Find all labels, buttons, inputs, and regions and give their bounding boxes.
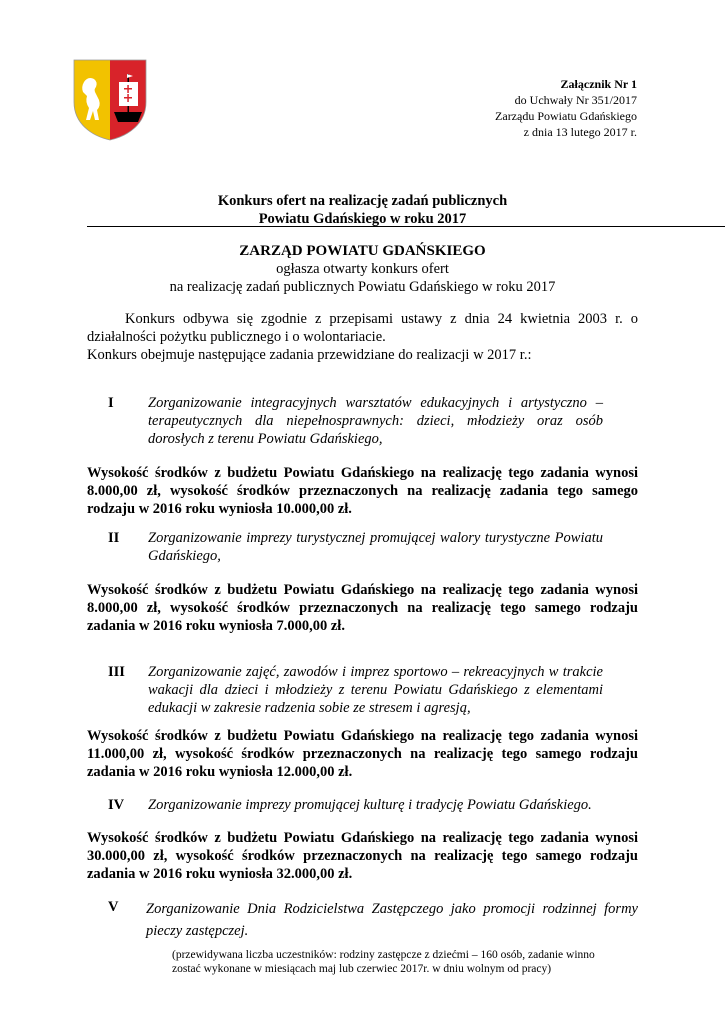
- annex-line-2: Zarządu Powiatu Gdańskiego: [495, 109, 637, 123]
- title-line-2: Powiatu Gdańskiego w roku 2017: [258, 211, 467, 227]
- board-heading: ZARZĄD POWIATU GDAŃSKIEGO: [239, 243, 486, 259]
- intro: [87, 310, 638, 364]
- task-description: Zorganizowanie imprezy turystycznej promującej walory turystyczne Powiatu Gdańskiego,: [148, 530, 603, 564]
- annex-line-3: z dnia 13 lutego 2017 r.: [523, 125, 637, 139]
- task-description: Zorganizowanie Dnia Rodzicielstwa Zastępczego jako promocji rodzinnej formy pieczy zastępczej.: [146, 901, 638, 939]
- task-item: [108, 898, 638, 938]
- task-item: [108, 529, 638, 565]
- board-line-1: ogłasza otwarty konkurs ofert: [276, 261, 449, 277]
- title-line-1: Konkurs ofert na realizację zadań publicznych: [217, 193, 508, 209]
- task-number: II: [108, 530, 120, 546]
- board-line-2: na realizację zadań publicznych Powiatu Gdańskiego w roku 2017: [169, 279, 556, 295]
- task-funding: Wysokość środków z budżetu Powiatu Gdańskiego na realizację tego zadania wynosi 30.000,00 zł, wysokość środków przeznaczonych na realizację tego samego rodzaju zadania w 2016 roku wyniosła 32.000,00 zł.: [87, 830, 638, 882]
- task-note: (przewidywana liczba uczestników: rodziny zastępcze z dziećmi – 160 osób, zadanie winno zostać wykonane w miesiącach maj lub czerwiec 2017r. w dniu wolnym od pracy): [172, 949, 595, 975]
- annex-title: Załącznik Nr 1: [560, 77, 637, 91]
- task-description: Zorganizowanie imprezy promującej kulturę i tradycję Powiatu Gdańskiego.: [148, 797, 592, 813]
- coat-of-arms-icon: [72, 58, 148, 142]
- task-item: [108, 663, 638, 717]
- intro-paragraph-1: Konkurs odbywa się zgodnie z przepisami ustawy z dnia 24 kwietnia 2003 r. o działalności pożytku publicznego i o wolontariacie.: [87, 311, 638, 345]
- task-number: I: [108, 395, 114, 411]
- annex-line-1: do Uchwały Nr 351/2017: [514, 93, 637, 107]
- task-description: Zorganizowanie zajęć, zawodów i imprez sportowo – rekreacyjnych w trakcie wakacji dla dzieci i młodzieży z terenu Powiatu Gdańskiego z elementami edukacji w zakresie radzenia sobie ze stresem i agresją,: [148, 664, 603, 716]
- document-title: [0, 192, 725, 228]
- board-announcement: [0, 242, 725, 296]
- task-number: IV: [108, 797, 125, 813]
- task-funding: Wysokość środków z budżetu Powiatu Gdańskiego na realizację tego zadania wynosi 8.000,00 zł, wysokość środków przeznaczonych na realizację zadania tego samego rodzaju w 2016 roku wyniosła 10.000,00 zł.: [87, 465, 638, 517]
- intro-paragraph-2: Konkurs obejmuje następujące zadania przewidziane do realizacji w 2017 r.:: [87, 347, 532, 363]
- annex-header: [495, 76, 637, 140]
- task-number: III: [108, 664, 125, 680]
- task-item: [108, 394, 638, 448]
- title-divider: [87, 226, 725, 227]
- task-item: [108, 796, 638, 814]
- task-number: V: [108, 899, 119, 915]
- task-funding: Wysokość środków z budżetu Powiatu Gdańskiego na realizację tego zadania wynosi 11.000,00 zł, wysokość środków przeznaczonych na realizację tego samego rodzaju zadania w 2016 roku wyniosła 12.000,00 zł.: [87, 728, 638, 780]
- task-funding: Wysokość środków z budżetu Powiatu Gdańskiego na realizację tego zadania wynosi 8.000,00 zł, wysokość środków przeznaczonych na realizację tego samego rodzaju zadania w 2016 roku wyniosła 7.000,00 zł.: [87, 582, 638, 634]
- task-description: Zorganizowanie integracyjnych warsztatów edukacyjnych i artystyczno – terapeutycznych dla niepełnosprawnych: dzieci, młodzieży oraz osób dorosłych z terenu Powiatu Gdańskiego,: [148, 395, 603, 447]
